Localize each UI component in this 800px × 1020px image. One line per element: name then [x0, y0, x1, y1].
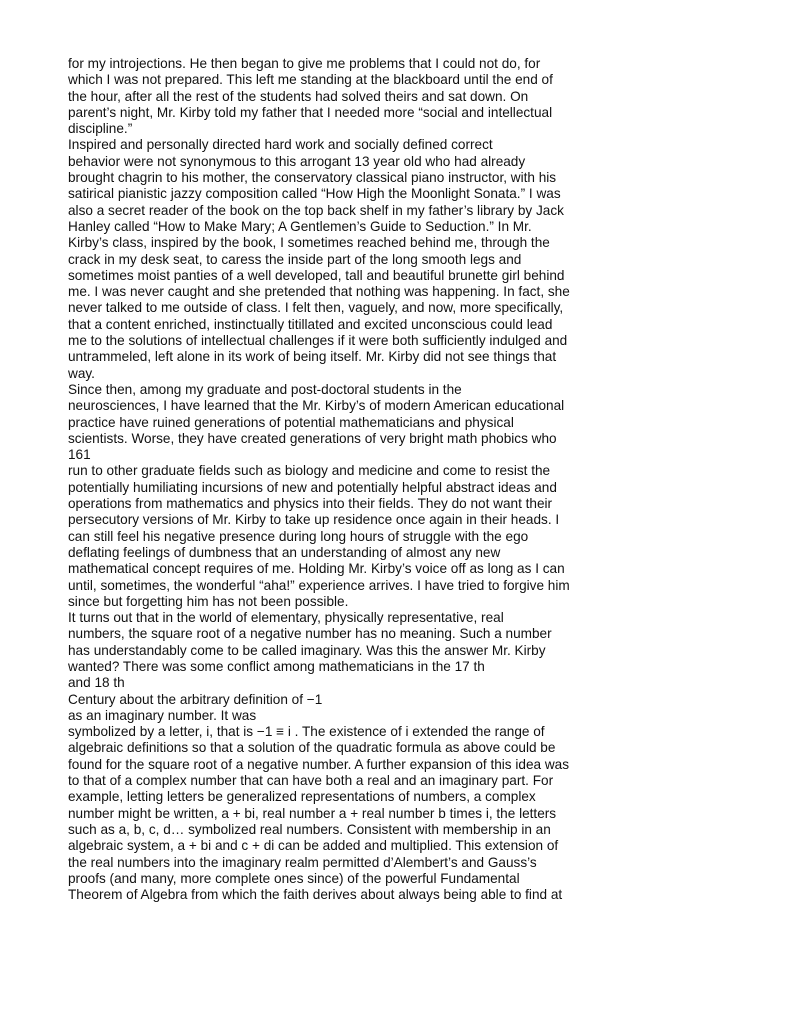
- document-page: [68, 56, 668, 903]
- text-line: It turns out that in the world of elementary, physically representative, real: [68, 610, 504, 626]
- text-line: me. I was never caught and she pretended that nothing was happening. In fact, she: [68, 284, 570, 300]
- text-line: that a content enriched, instinctually titillated and excited unconscious could lead: [68, 316, 553, 332]
- text-line: symbolized by a letter, i, that is −1 ≡ i . The existence of i extended the range of: [68, 724, 545, 740]
- text-line: algebraic system, a + bi and c + di can be added and multiplied. This extension of: [68, 838, 559, 854]
- text-line: and 18 th: [68, 675, 125, 691]
- text-line: operations from mathematics and physics into their fields. They do not want their: [68, 496, 553, 512]
- text-line: potentially humiliating incursions of new and potentially helpful abstract ideas and: [68, 479, 557, 495]
- text-line: found for the square root of a negative number. A further expansion of this idea was: [68, 756, 570, 772]
- text-line: mathematical concept requires of me. Holding Mr. Kirby’s voice off as long as I can: [68, 561, 565, 577]
- text-line: to that of a complex number that can have both a real and an imaginary part. For: [68, 773, 554, 789]
- text-line: proofs (and many, more complete ones since) of the powerful Fundamental: [68, 870, 520, 886]
- text-line: such as a, b, c, d… symbolized real numbers. Consistent with membership in an: [68, 821, 551, 837]
- text-line: neurosciences, I have learned that the Mr. Kirby’s of modern American educational: [68, 398, 565, 414]
- text-line: deflating feelings of dumbness that an understanding of almost any new: [68, 544, 501, 560]
- text-line: satirical pianistic jazzy composition called “How High the Moonlight Sonata.” I was: [68, 186, 561, 202]
- text-line: which I was not prepared. This left me standing at the blackboard until the end of: [68, 72, 553, 88]
- text-line: example, letting letters be generalized representations of numbers, a complex: [68, 789, 536, 805]
- text-line: Inspired and personally directed hard work and socially defined correct: [68, 137, 493, 153]
- text-line: crack in my desk seat, to caress the inside part of the long smooth legs and: [68, 251, 522, 267]
- text-line: the real numbers into the imaginary realm permitted d’Alembert’s and Gauss’s: [68, 854, 537, 870]
- text-line: run to other graduate fields such as biology and medicine and come to resist the: [68, 463, 551, 479]
- text-line: for my introjections. He then began to give me problems that I could not do, for: [68, 56, 541, 71]
- text-line: brought chagrin to his mother, the conservatory classical piano instructor, with his: [68, 170, 557, 186]
- text-line: also a secret reader of the book on the top back shelf in my father’s library by Jack: [68, 202, 564, 218]
- text-line: until, sometimes, the wonderful “aha!” experience arrives. I have tried to forgive him: [68, 577, 570, 593]
- text-line: sometimes moist panties of a well developed, tall and beautiful brunette girl behind: [68, 267, 565, 283]
- text-line: behavior were not synonymous to this arrogant 13 year old who had already: [68, 153, 526, 169]
- text-line: 161: [68, 447, 91, 463]
- text-line: as an imaginary number. It was: [68, 707, 257, 723]
- text-line: never talked to me outside of class. I felt then, vaguely, and now, more specifically,: [68, 300, 564, 316]
- text-line: persecutory versions of Mr. Kirby to take up residence once again in their heads. I: [68, 512, 560, 528]
- text-line: since but forgetting him has not been possible.: [68, 593, 349, 609]
- text-line: numbers, the square root of a negative number has no meaning. Such a number: [68, 626, 552, 642]
- text-line: the hour, after all the rest of the students had solved theirs and sat down. On: [68, 88, 529, 104]
- text-line: Theorem of Algebra from which the faith derives about always being able to find at: [68, 887, 563, 903]
- text-line: me to the solutions of intellectual challenges if it were both sufficiently indulged and: [68, 333, 568, 349]
- text-line: way.: [68, 365, 95, 381]
- text-line: practice have ruined generations of potential mathematicians and physical: [68, 414, 514, 430]
- text-line: Century about the arbitrary definition of −1: [68, 691, 323, 707]
- text-line: Since then, among my graduate and post-doctoral students in the: [68, 381, 462, 397]
- text-line: wanted? There was some conflict among mathematicians in the 17 th: [68, 658, 485, 674]
- text-line: Kirby’s class, inspired by the book, I sometimes reached behind me, through the: [68, 235, 550, 251]
- text-line: can still feel his negative presence during long hours of struggle with the ego: [68, 528, 529, 544]
- text-line: discipline.”: [68, 121, 133, 137]
- text-line: number might be written, a + bi, real number a + real number b times i, the letters: [68, 805, 557, 821]
- text-line: scientists. Worse, they have created generations of very bright math phobics who: [68, 430, 557, 446]
- text-line: Hanley called “How to Make Mary; A Gentlemen’s Guide to Seduction.” In Mr.: [68, 218, 532, 234]
- text-line: parent’s night, Mr. Kirby told my father that I needed more “social and intellectual: [68, 104, 553, 120]
- text-line: untrammeled, left alone in its work of being itself. Mr. Kirby did not see things that: [68, 349, 557, 365]
- text-line: has understandably come to be called imaginary. Was this the answer Mr. Kirby: [68, 642, 546, 658]
- text-line: algebraic definitions so that a solution of the quadratic formula as above could be: [68, 740, 556, 756]
